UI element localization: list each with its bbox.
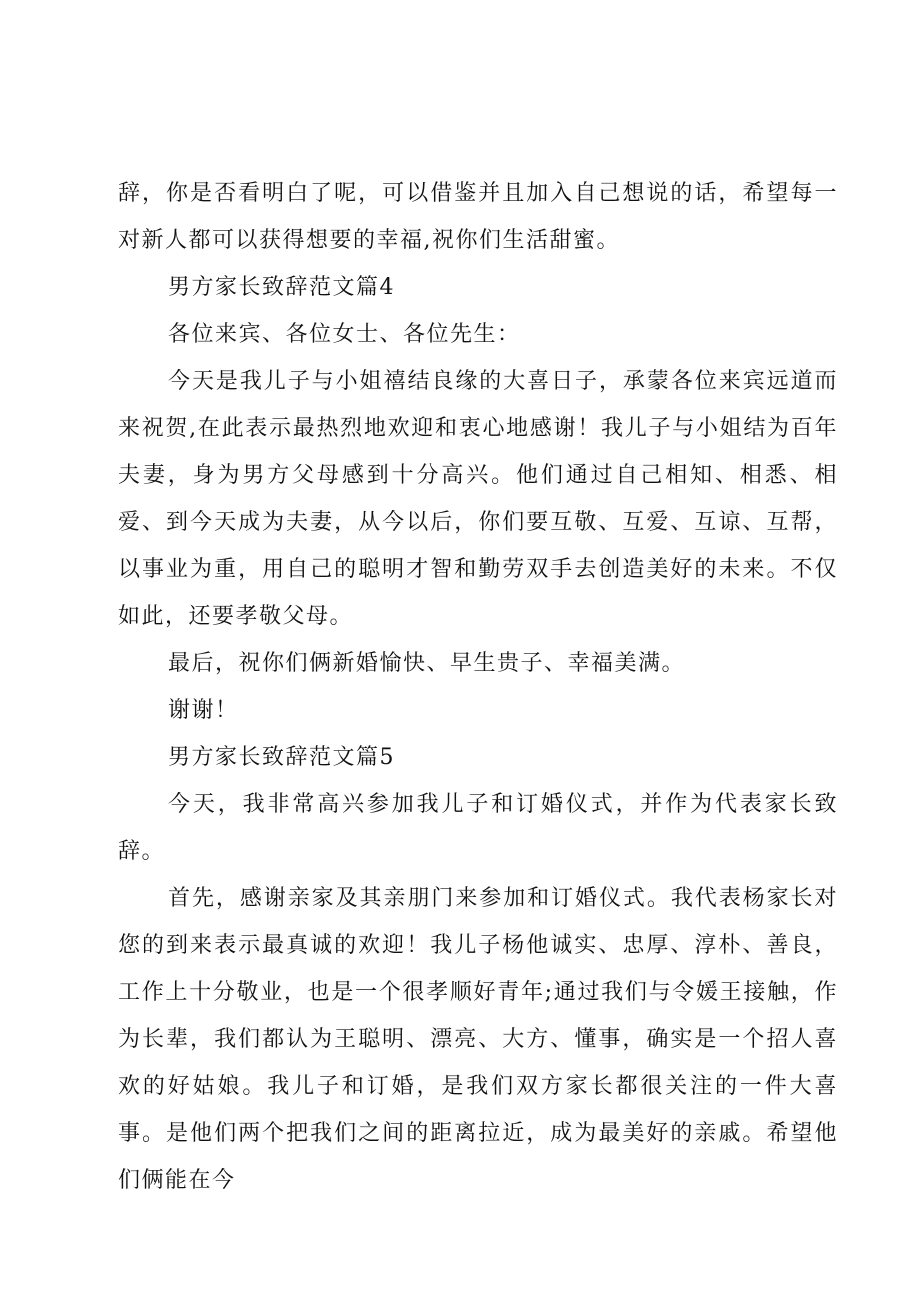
document-body: [118, 170, 838, 1204]
paragraph-thanks: 谢谢！: [168, 698, 239, 723]
paragraph-speech-body: 今天是我儿子与小姐禧结良缘的大喜日子，承蒙各位来宾远道而来祝贺,在此表示最热烈地欢迎和衷心地感谢！我儿子与小姐结为百年夫妻，身为男方父母感到十分高兴。他们通过自己相知、相悉、相爱、到今天成为夫妻，从今以后，你们要互敬、互爱、互谅、互帮，以事业为重，用自己的聪明才智和勤劳双手去创造美好的未来。不仅如此，还要孝敬父母。: [118, 369, 838, 629]
paragraph-intro: 今天，我非常高兴参加我儿子和订婚仪式，并作为代表家长致辞。: [118, 792, 838, 864]
section-heading-4: 男方家长致辞范文篇4: [168, 275, 395, 300]
salutation: 各位来宾、各位女士、各位先生：: [168, 322, 521, 347]
paragraph-1: 辞，你是否看明白了呢，可以借鉴并且加入自己想说的话，希望每一对新人都可以获得想要的幸福,祝你们生活甜蜜。: [118, 181, 838, 253]
paragraph-blessing: 最后，祝你们俩新婚愉快、早生贵子、幸福美满。: [168, 651, 686, 676]
paragraph-main: 首先，感谢亲家及其亲朋门来参加和订婚仪式。我代表杨家长对您的到来表示最真诚的欢迎！我儿子杨他诚实、忠厚、淳朴、善良，工作上十分敬业，也是一个很孝顺好青年;通过我们与令媛王接触，作为长辈，我们都认为王聪明、漂亮、大方、懂事，确实是一个招人喜欢的好姑娘。我儿子和订婚，是我们双方家长都很关注的一件大喜事。是他们两个把我们之间的距离拉近，成为最美好的亲戚。希望他们俩能在今: [118, 886, 838, 1193]
section-heading-5: 男方家长致辞范文篇5: [168, 745, 395, 770]
